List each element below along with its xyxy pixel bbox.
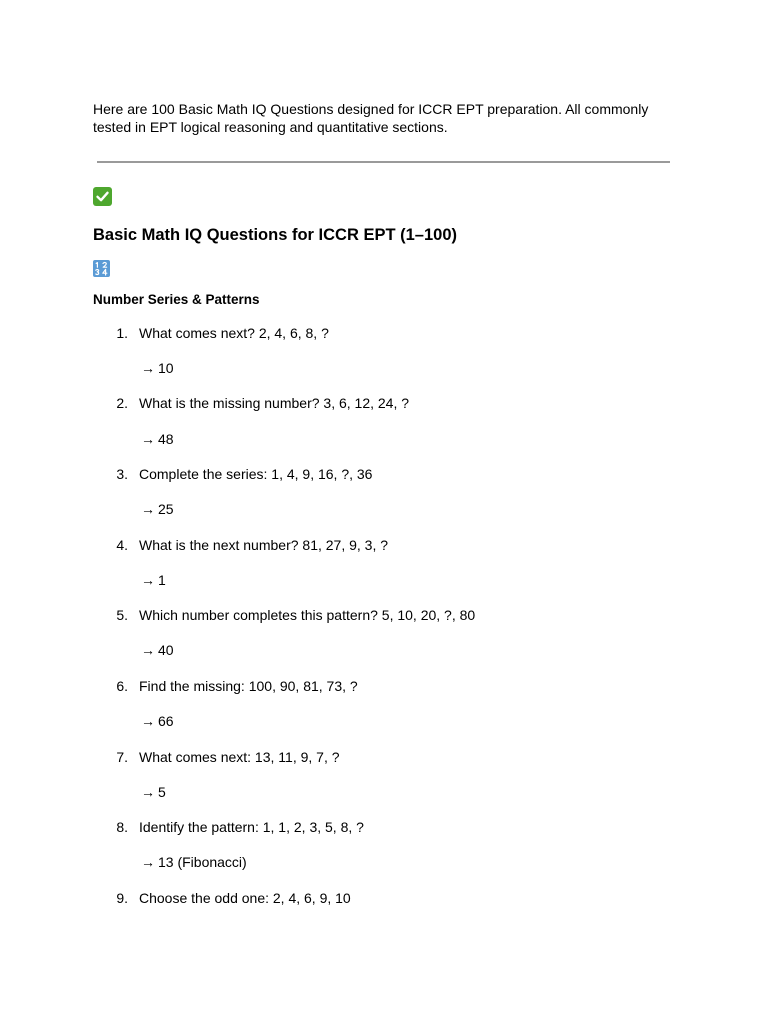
question-text: What is the next number? 81, 27, 9, 3, ? bbox=[139, 537, 389, 553]
question-text: Which number completes this pattern? 5, 10, 20, ?, 80 bbox=[139, 607, 476, 623]
question-number: 5. bbox=[116, 607, 128, 623]
input-numbers-icon bbox=[93, 260, 110, 277]
question-item bbox=[93, 748, 693, 766]
question-text: Complete the series: 1, 4, 9, 16, ?, 36 bbox=[139, 466, 373, 482]
arrow-icon: → bbox=[141, 360, 155, 376]
answer-line bbox=[141, 712, 174, 730]
arrow-icon: → bbox=[141, 784, 155, 800]
question-text: What is the missing number? 3, 6, 12, 24, ? bbox=[139, 395, 410, 411]
answer-text: 1 bbox=[158, 572, 166, 588]
question-item bbox=[93, 818, 693, 836]
arrow-icon: → bbox=[141, 501, 155, 517]
answer-text: 13 (Fibonacci) bbox=[158, 854, 247, 870]
question-item bbox=[93, 677, 693, 695]
answer-text: 10 bbox=[158, 360, 174, 376]
question-item bbox=[93, 606, 693, 624]
answer-text: 25 bbox=[158, 501, 174, 517]
question-number: 4. bbox=[116, 537, 128, 553]
question-number: 1. bbox=[116, 325, 128, 341]
question-item bbox=[93, 324, 693, 342]
question-item bbox=[93, 465, 693, 483]
arrow-icon: → bbox=[141, 713, 155, 729]
intro-paragraph: Here are 100 Basic Math IQ Questions designed for ICCR EPT preparation. All commonly tested in EPT logical reasoning and quantitative sections. bbox=[93, 101, 649, 135]
question-number: 2. bbox=[116, 395, 128, 411]
question-item bbox=[93, 889, 693, 907]
answer-line bbox=[141, 783, 166, 801]
arrow-icon: → bbox=[141, 854, 155, 870]
question-number: 9. bbox=[116, 890, 128, 906]
answer-line bbox=[141, 571, 166, 589]
answer-line bbox=[141, 853, 247, 871]
arrow-icon: → bbox=[141, 431, 155, 447]
question-item bbox=[93, 394, 693, 412]
question-text: Choose the odd one: 2, 4, 6, 9, 10 bbox=[139, 890, 351, 906]
question-item bbox=[93, 536, 693, 554]
arrow-icon: → bbox=[141, 642, 155, 658]
question-text: What comes next? 2, 4, 6, 8, ? bbox=[139, 325, 329, 341]
question-number: 6. bbox=[116, 678, 128, 694]
answer-text: 5 bbox=[158, 784, 166, 800]
question-text: Identify the pattern: 1, 1, 2, 3, 5, 8, ? bbox=[139, 819, 364, 835]
horizontal-divider bbox=[97, 161, 670, 163]
answer-line bbox=[141, 500, 174, 518]
answer-text: 48 bbox=[158, 431, 174, 447]
arrow-icon: → bbox=[141, 572, 155, 588]
question-text: Find the missing: 100, 90, 81, 73, ? bbox=[139, 678, 358, 694]
question-number: 7. bbox=[116, 749, 128, 765]
answer-line bbox=[141, 359, 174, 377]
answer-line bbox=[141, 641, 174, 659]
section-title: Number Series & Patterns bbox=[93, 292, 260, 307]
answer-text: 40 bbox=[158, 642, 174, 658]
page-heading: Basic Math IQ Questions for ICCR EPT (1–100) bbox=[93, 226, 457, 244]
answer-line bbox=[141, 430, 174, 448]
check-mark-icon bbox=[93, 187, 112, 206]
question-text: What comes next: 13, 11, 9, 7, ? bbox=[139, 749, 340, 765]
question-number: 3. bbox=[116, 466, 128, 482]
question-number: 8. bbox=[116, 819, 128, 835]
answer-text: 66 bbox=[158, 713, 174, 729]
